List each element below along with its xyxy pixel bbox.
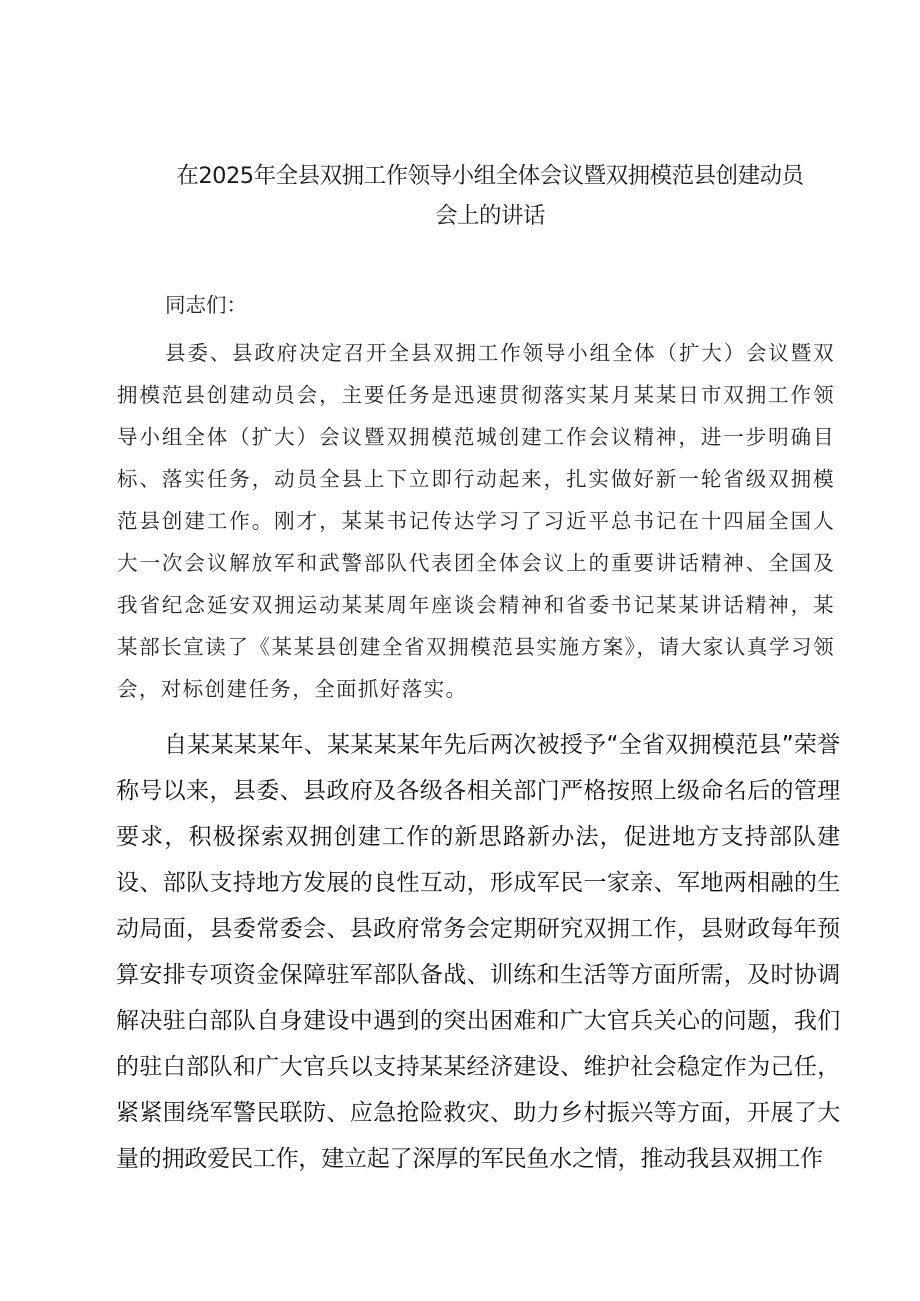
paragraph-intro: 县委、县政府决定召开全县双拥工作领导小组全体（扩大）会议暨双拥模范县创建动员会，主要任务是迅速贯彻落实某月某某日市双拥工作领导小组全体（扩大）会议暨双拥模范城创建工作会议精神，进一步明确目标、落实任务，动员全县上下立即行动起来，扎实做好新一轮省级双拥模范县创建工作。刚才，某某书记传达学习了习近平总书记在十四届全国人大一次会议解放军和武警部队代表团全体会议上的重要讲话精神、全国及我省纪念延安双拥运动某某周年座谈会精神和省委书记某某讲话精神，某某部长宣读了《某某县创建全省双拥模范县实施方案》，请大家认真学习领会，对标创建任务，全面抓好落实。 bbox=[117, 341, 835, 701]
document-title bbox=[150, 156, 830, 236]
paragraph-history: 自某某某某年、某某某某年先后两次被授予“全省双拥模范县”荣誉称号以来，县委、县政府及各级各相关部门严格按照上级命名后的管理要求，积极探索双拥创建工作的新思路新办法，促进地方支持部队建设、部队支持地方发展的良性互动，形成军民一家亲、军地两相融的生动局面，县委常委会、县政府常务会定期研究双拥工作，县财政每年预算安排专项资金保障驻军部队备战、训练和生活等方面所需，及时协调解决驻白部队自身建设中遇到的突出困难和广大官兵关心的问题，我们的驻白部队和广大官兵以支持某某经济建设、维护社会稳定作为己任，紧紧围绕军警民联防、应急抢险救灾、助力乡村振兴等方面，开展了大量的拥政爱民工作，建立起了深厚的军民鱼水之情，推动我县双拥工作 bbox=[116, 732, 840, 1172]
title-line-1: 在2025年全县双拥工作领导小组全体会议暨双拥模范县创建动员 bbox=[176, 163, 804, 189]
salutation: 同志们： bbox=[165, 293, 247, 317]
title-line-2: 会上的讲话 bbox=[434, 203, 545, 229]
